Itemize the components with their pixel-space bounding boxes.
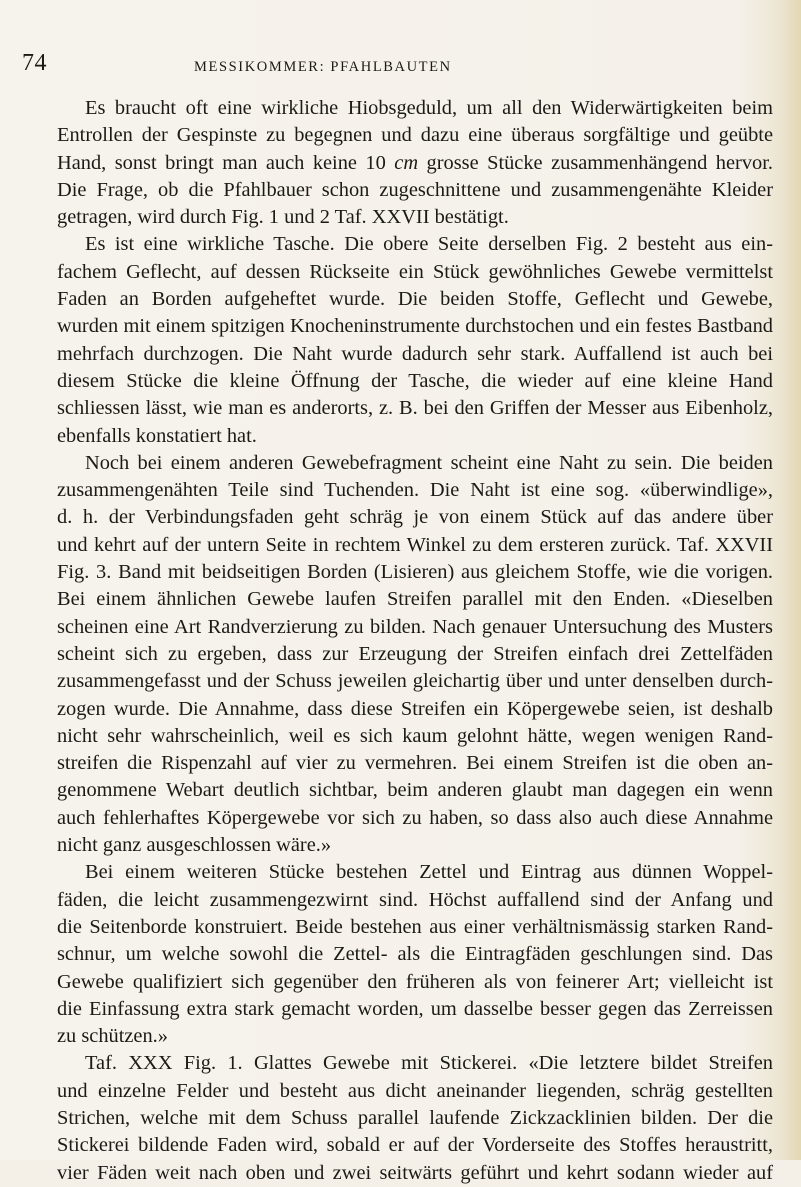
text-line: Stickerei bildende Faden wird, sobald er auf der Vorderseite des Stoffes heraustritt, bbox=[57, 1134, 773, 1157]
text-line: d. h. der Verbindungsfaden geht schräg je von einem Stück auf das andere über bbox=[57, 506, 773, 529]
text-line: Taf. XXX Fig. 1. Glattes Gewebe mit Stickerei. «Die letztere bildet Streifen bbox=[85, 1052, 773, 1075]
text-line: zogen wurde. Die Annahme, dass diese Streifen ein Köpergewebe seien, ist deshalb bbox=[57, 697, 773, 720]
text-line: getragen, wird durch Fig. 1 und 2 Taf. XXVII bestätigt. bbox=[57, 206, 509, 229]
text-line: Faden an Borden aufgeheftet wurde. Die beiden Stoffe, Geflecht und Gewebe, bbox=[57, 288, 773, 311]
page-header bbox=[22, 46, 782, 76]
text-line: die Seitenborde konstruiert. Beide bestehen aus einer verhältnismässig starken Rand- bbox=[57, 915, 773, 938]
text-line: wurden mit einem spitzigen Knocheninstrumente durchstochen und ein festes Bastband bbox=[57, 315, 773, 338]
text-line: Fig. 3. Band mit beidseitigen Borden (Lisieren) aus gleichem Stoffe, wie die vorigen. bbox=[57, 561, 773, 584]
text-line: schliessen lässt, wie man es anderorts, z. B. bei den Griffen der Messer aus Eibenholz, bbox=[57, 397, 773, 420]
text-line: Bei einem ähnlichen Gewebe laufen Streifen parallel mit den Enden. «Dieselben bbox=[57, 588, 773, 611]
text-line: Es ist eine wirkliche Tasche. Die obere Seite derselben Fig. 2 besteht aus ein- bbox=[85, 233, 773, 256]
text-line: nicht sehr wahrscheinlich, weil es sich kaum gelohnt hätte, wegen wenigen Rand- bbox=[57, 724, 773, 747]
text-line: nicht ganz ausgeschlossen wäre.» bbox=[57, 834, 332, 857]
running-head: MESSIKOMMER: PFAHLBAUTEN bbox=[194, 59, 452, 75]
text-line: Entrollen der Gespinste zu begegnen und dazu eine überaus sorgfältige und geübte bbox=[57, 124, 773, 147]
text-line: die Einfassung extra stark gemacht worden, um dasselbe besser gegen das Zerreissen bbox=[57, 997, 773, 1020]
text-line: und kehrt auf der untern Seite in rechtem Winkel zu dem ersteren zurück. Taf. XXVII bbox=[57, 533, 773, 556]
page-edge-shading bbox=[783, 0, 801, 1160]
text-line: Hand, sonst bringt man auch keine 10 cm grosse Stücke zusammenhängend hervor. bbox=[57, 151, 773, 174]
text-line: zusammengefasst und der Schuss jeweilen gleichartig über und unter denselben durch- bbox=[57, 670, 773, 693]
text-line: zusammengenähten Teile sind Tuchenden. Die Naht ist eine sog. «überwindlige», bbox=[57, 479, 773, 502]
text-line: scheinen eine Art Randverzierung zu bilden. Nach genauer Untersuchung des Musters bbox=[57, 615, 773, 638]
text-line: schnur, um welche sowohl die Zettel- als die Eintragfäden geschlungen sind. Das bbox=[57, 943, 773, 966]
unit-cm: cm bbox=[394, 151, 419, 174]
text-line: Gewebe qualifiziert sich gegenüber den früheren als von feinerer Art; vielleicht ist bbox=[57, 970, 773, 993]
text-line: streifen die Rispenzahl auf vier zu vermehren. Bei einem Streifen ist die oben an- bbox=[57, 752, 773, 775]
text-line: mehrfach durchzogen. Die Naht wurde dadurch sehr stark. Auffallend ist auch bei bbox=[57, 342, 773, 365]
text-line: Es braucht oft eine wirkliche Hiobsgeduld, um all den Widerwärtigkeiten beim bbox=[85, 97, 773, 119]
text-line: Noch bei einem anderen Gewebefragment scheint eine Naht zu sein. Die beiden bbox=[85, 451, 773, 474]
text-line: Die Frage, ob die Pfahlbauer schon zugeschnittene und zusammengenähte Kleider bbox=[57, 178, 773, 201]
text-line: Strichen, welche mit dem Schuss parallel laufende Zickzacklinien bilden. Der die bbox=[57, 1106, 773, 1129]
text-line: Bei einem weiteren Stücke bestehen Zettel und Eintrag aus dünnen Woppel- bbox=[85, 861, 773, 884]
text-line: fachem Geflecht, auf dessen Rückseite ein Stück gewöhnliches Gewebe vermittelst bbox=[57, 260, 773, 283]
body-text bbox=[57, 95, 773, 1187]
text-line: diesem Stücke die kleine Öffnung der Tasche, die wieder auf eine kleine Hand bbox=[57, 369, 773, 392]
text-line: fäden, die leicht zusammengezwirnt sind. Höchst auffallend sind der Anfang und bbox=[57, 888, 773, 911]
text-line: auch fehlerhaftes Köpergewebe vor sich zu haben, so dass also auch diese Annahme bbox=[57, 806, 773, 829]
text-line: genommene Webart deutlich sichtbar, beim anderen glaubt man dagegen ein wenn bbox=[57, 779, 773, 802]
text-line: scheint sich zu ergeben, dass zur Erzeugung der Streifen einfach drei Zettelfäden bbox=[57, 642, 773, 665]
text-line: zu schützen.» bbox=[57, 1025, 168, 1048]
text-line: und einzelne Felder und besteht aus dicht aneinander liegenden, schräg gestellten bbox=[57, 1079, 773, 1102]
text-line: vier Fäden weit nach oben und zwei seitwärts geführt und kehrt sodann wieder auf bbox=[57, 1161, 773, 1184]
text-line: ebenfalls konstatiert hat. bbox=[57, 424, 257, 447]
page-number: 74 bbox=[22, 50, 47, 76]
